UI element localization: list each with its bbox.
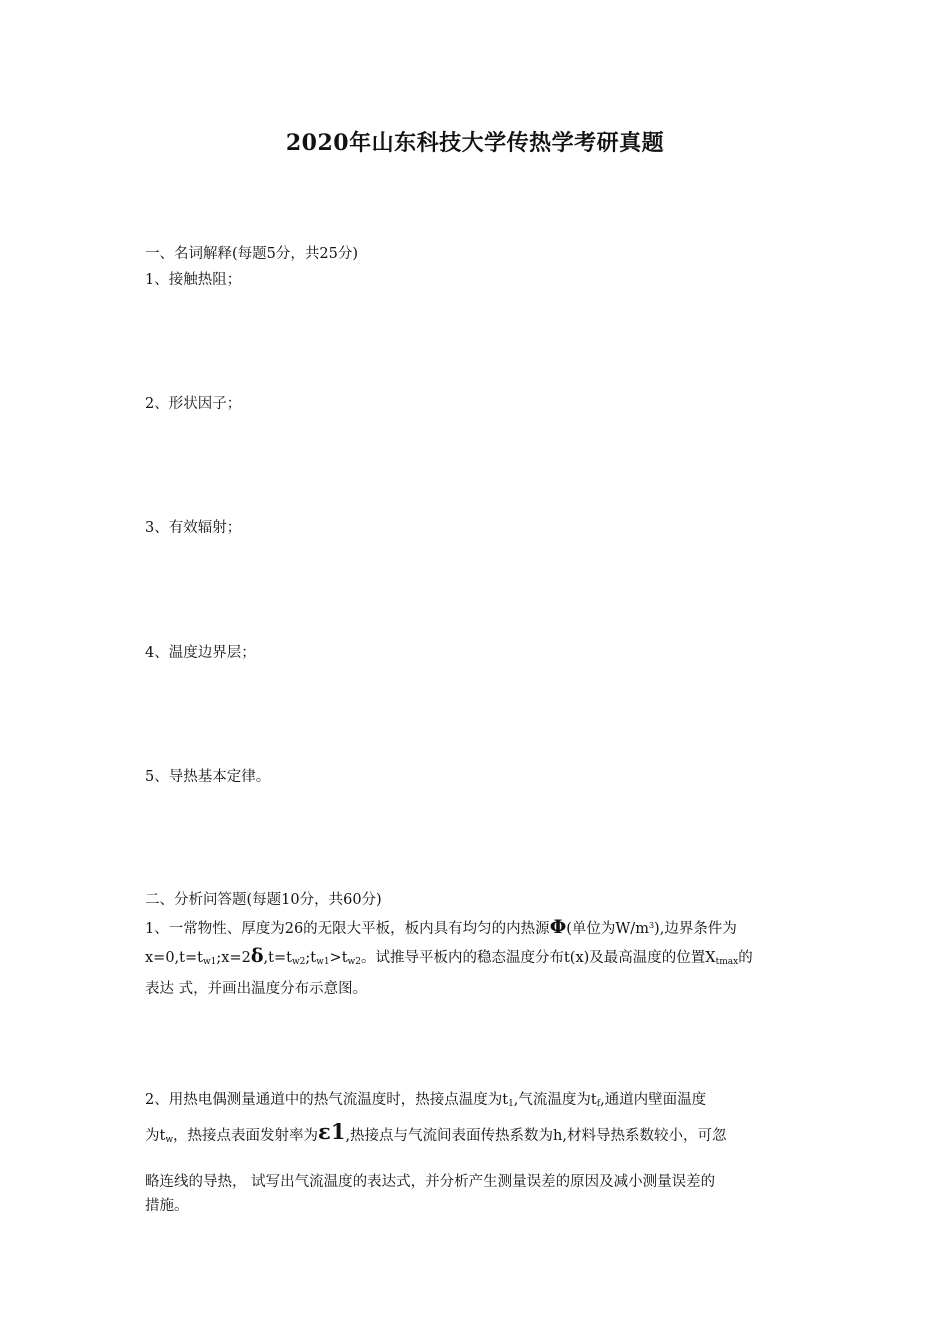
question-2: 2、用热电偶测量通道中的热气流温度时，热接点温度为$t_1$,气流温度为$t_f$,通道内壁面温度 为$t_w$，热接点表面发射率为ε1,热接点与气流间表面传热系数为h,材料导热系数较小，可忽 略连线的导热， 试写出气流温度的表达式，并分析产生测量误差的原因及减小测量误差的 措施。 (145, 1092, 727, 1214)
term-item-1: 1、接触热阻； (145, 272, 242, 288)
epsilon-symbol: ε1 (318, 1119, 346, 1144)
term-item-2: 2、形状因子； (145, 396, 242, 412)
delta-symbol: δ (250, 945, 264, 967)
term-item-5: 5、导热基本定律。 (145, 769, 271, 785)
question-1: 1、一常物性、厚度为26的无限大平板，板内具有均匀的内热源Φ(单位为$W/m^3$),边界条件为 $x=0,t=t_{w1};x=2\delta,t=t_{w2};t_{w1}>t_{w2}$。试推导平板内的稳态温度分布t(x)及最高温度的位置$X_{tmax}$的 表达 式，并画出温度分布示意图。 (145, 916, 753, 997)
phi-symbol: Φ (549, 916, 567, 938)
section-1-heading: 一、名词解释(每题5分，共25分) (145, 246, 358, 262)
page-title: 2020年山东科技大学传热学考研真题 (285, 130, 665, 156)
term-item-3: 3、有效辐射； (145, 520, 242, 536)
term-item-4: 4、温度边界层； (145, 645, 256, 661)
section-2-heading: 二、分析问答题(每题10分，共60分) (145, 892, 382, 908)
